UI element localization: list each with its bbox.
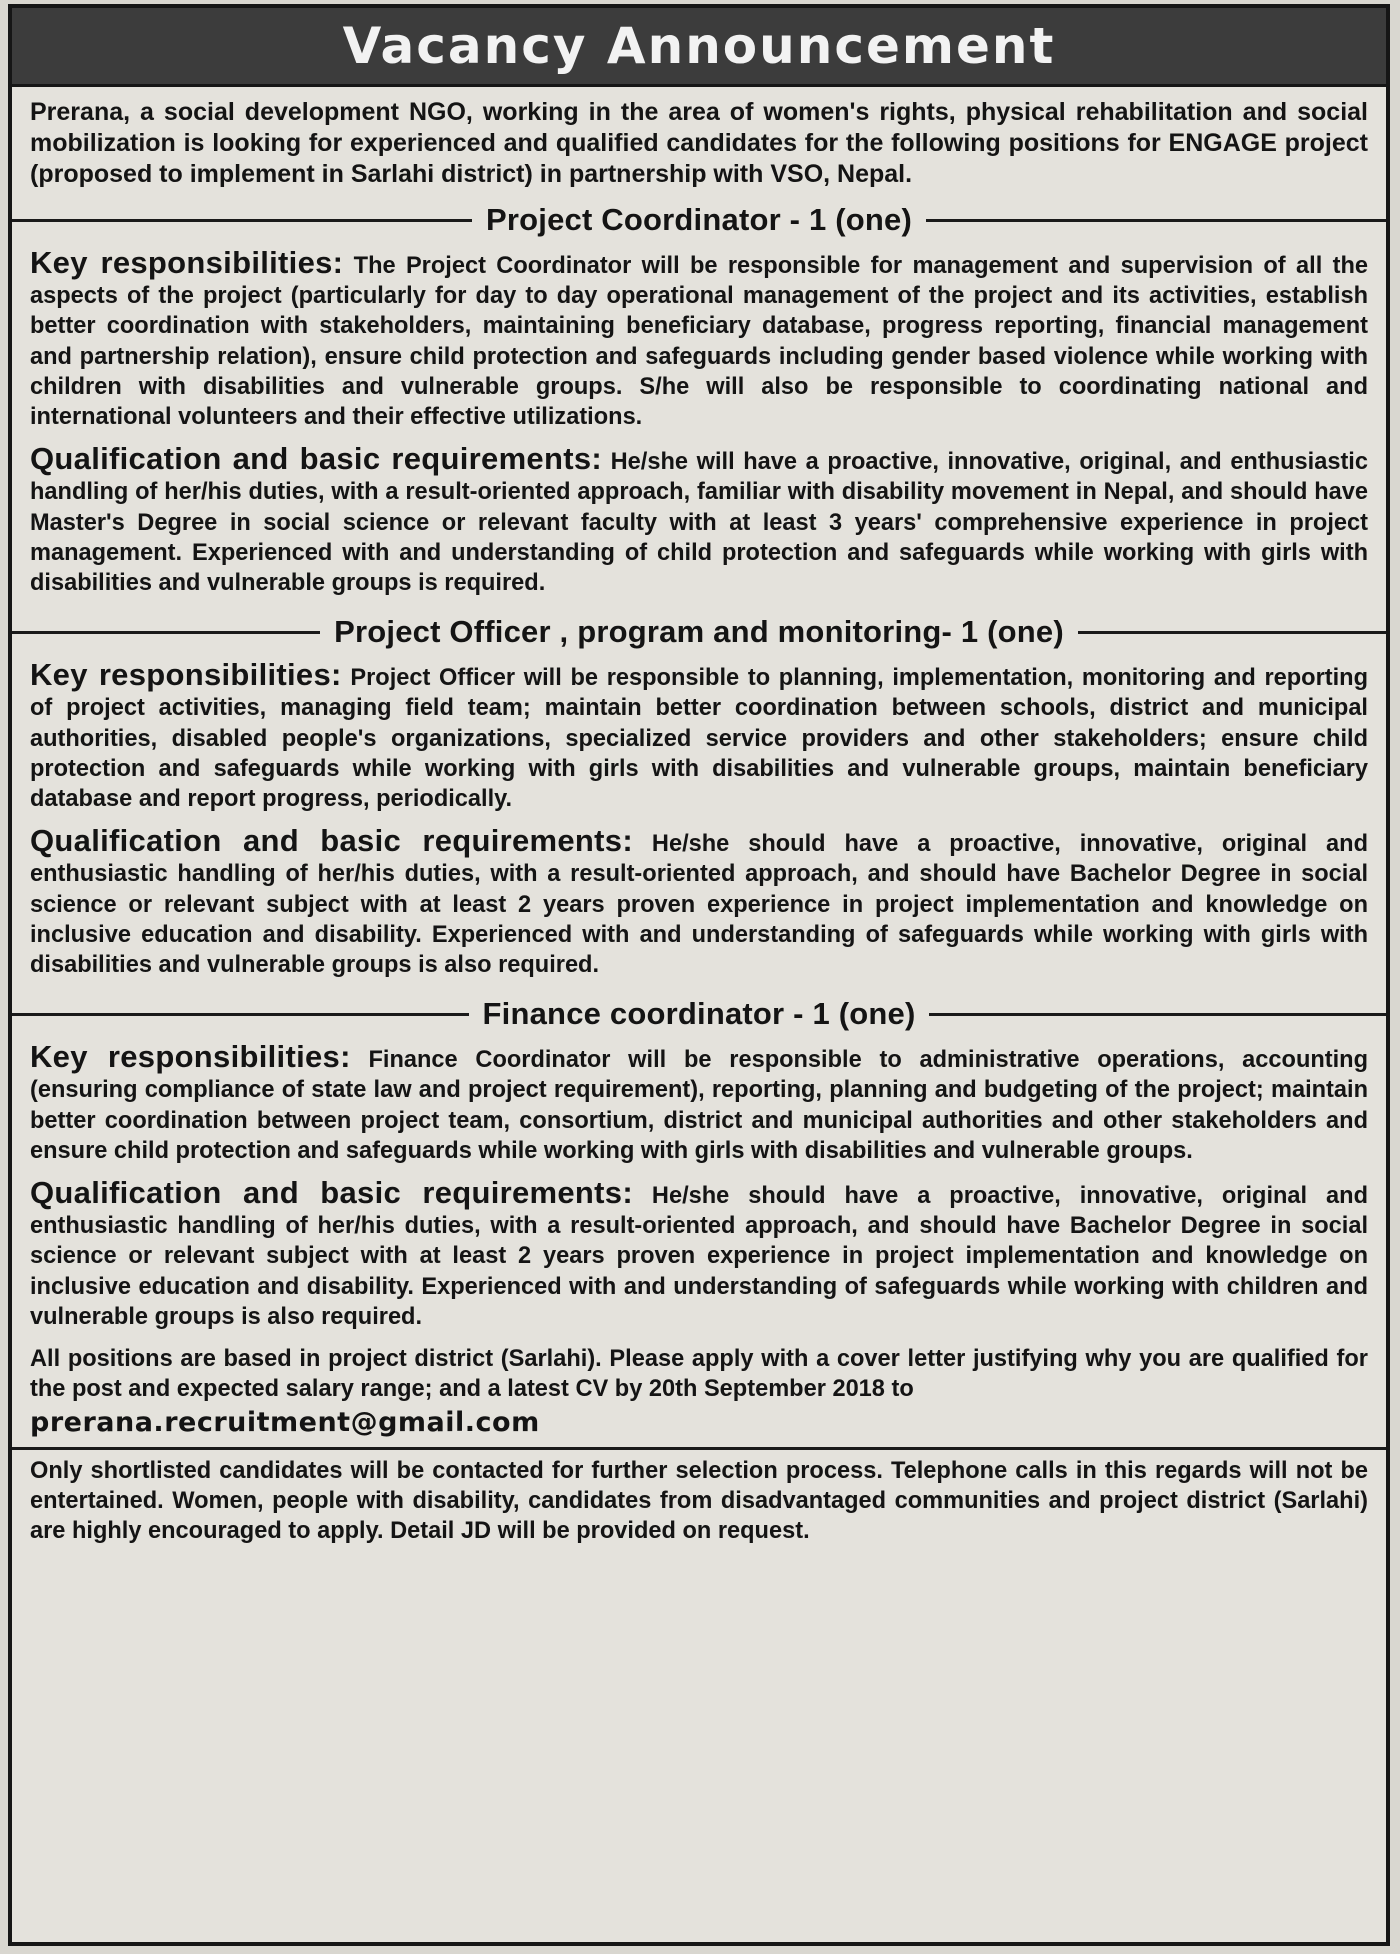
position-title: Project Officer , program and monitoring- 1 (one) xyxy=(334,614,1064,650)
qualification-heading: Qualification and basic requirements: xyxy=(30,1175,633,1211)
section-title-finance-coordinator xyxy=(12,992,1386,1036)
divider xyxy=(929,1013,1386,1016)
qualification-paragraph xyxy=(30,823,1368,980)
position-title: Project Coordinator - 1 (one) xyxy=(485,202,913,237)
section-title-project-officer xyxy=(12,610,1386,654)
key-responsibilities-text: The Project Coordinator will be responsible for management and supervision of all the aspects of the project (particularly for day to day operational management of the project and its activities, establish better coordination with stakeholders, maintaining beneficiary database, progress reporting, financial management and partnership relation), ensure child protection and safeguards including gender based violence while working with children with disabilities and vulnerable groups. S/he will also be responsible to coordinating national and international volunteers and their effective utilizations. xyxy=(30,253,1368,431)
key-responsibilities-heading: Key responsibilities: xyxy=(30,657,342,693)
divider xyxy=(1078,631,1386,634)
key-responsibilities-paragraph xyxy=(30,245,1368,432)
application-email[interactable]: prerana.recruitment@gmail.com xyxy=(30,1406,540,1438)
section-title-project-coordinator xyxy=(12,198,1386,242)
qualification-paragraph xyxy=(30,441,1368,598)
key-responsibilities-heading: Key responsibilities: xyxy=(30,1039,351,1075)
divider xyxy=(12,631,320,634)
qualification-text: He/she will have a proactive, innovative, original, and enthusiastic handling of her/his duties, with a result-oriented approach, familiar with disability movement in Nepal, and should have Master's Degree in social science or relevant faculty with at least 3 years' comprehensive experience in project management. Experienced with and understanding of child protection and safeguards while working with girls with disabilities and vulnerable groups is required. xyxy=(30,449,1368,597)
qualification-heading: Qualification and basic requirements: xyxy=(30,441,602,477)
ad-body xyxy=(12,87,1386,1546)
intro-paragraph: Prerana, a social development NGO, working in the area of women's rights, physical rehabilitation and social mobilization is looking for experienced and qualified candidates for the following positions for ENGAGE project (proposed to implement in Sarlahi district) in partnership with VSO, Nepal. xyxy=(30,98,1368,188)
page-title: Vacancy Announcement xyxy=(12,8,1386,87)
qualification-text: He/she should have a proactive, innovative, original and enthusiastic handling of her/his duties, with a result-oriented approach, and should have Bachelor Degree in social science or relevant subject with at least 2 years proven experience in project implementation and knowledge on inclusive education and disability. Experienced with and understanding of safeguards while working with children and vulnerable groups is also required. xyxy=(30,1183,1368,1330)
divider xyxy=(926,219,1386,222)
qualification-heading: Qualification and basic requirements: xyxy=(30,823,633,859)
position-title: Finance coordinator - 1 (one) xyxy=(482,996,916,1032)
footer-note: Only shortlisted candidates will be contacted for further selection process. Telephone calls in this regards will not be entertained. Women, people with disability, candidates from disadvantaged communities and project district (Sarlahi) are highly encouraged to apply. Detail JD will be provided on request. xyxy=(30,1457,1368,1544)
qualification-paragraph xyxy=(30,1175,1368,1332)
key-responsibilities-text: Finance Coordinator will be responsible to administrative operations, accounting (ensuring compliance of state law and project requirement), reporting, planning and budgeting of the project; maintain better coordination between project team, consortium, district and municipal authorities and other stakeholders and ensure child protection and safeguards while working with girls with disabilities and vulnerable groups. xyxy=(30,1047,1368,1164)
qualification-text: He/she should have a proactive, innovative, original and enthusiastic handling of her/his duties, with a result-oriented approach, and should have Bachelor Degree in social science or relevant subject with at least 2 years proven experience in project implementation and knowledge on inclusive education and disability. Experienced with and understanding of safeguards while working with girls with disabilities and vulnerable groups is also required. xyxy=(30,831,1368,979)
application-text: All positions are based in project district (Sarlahi). Please apply with a cover letter justifying why you are qualified for the post and expected salary range; and a latest CV by 20th September 2018 to xyxy=(30,1346,1368,1403)
key-responsibilities-paragraph xyxy=(30,1039,1368,1166)
divider xyxy=(12,1013,469,1016)
key-responsibilities-heading: Key responsibilities: xyxy=(30,245,344,280)
divider xyxy=(12,219,472,222)
key-responsibilities-text: Project Officer will be responsible to planning, implementation, monitoring and reporting of project activities, managing field team; maintain better coordination between schools, district and municipal authorities, disabled people's organizations, specialized service providers and other stakeholders; ensure child protection and safeguards while working with girls with disabilities and vulnerable groups, maintain beneficiary database and report progress, periodically. xyxy=(30,665,1368,813)
application-instructions xyxy=(30,1344,1368,1440)
divider xyxy=(12,1447,1386,1450)
vacancy-advertisement xyxy=(8,4,1390,1946)
key-responsibilities-paragraph xyxy=(30,657,1368,814)
